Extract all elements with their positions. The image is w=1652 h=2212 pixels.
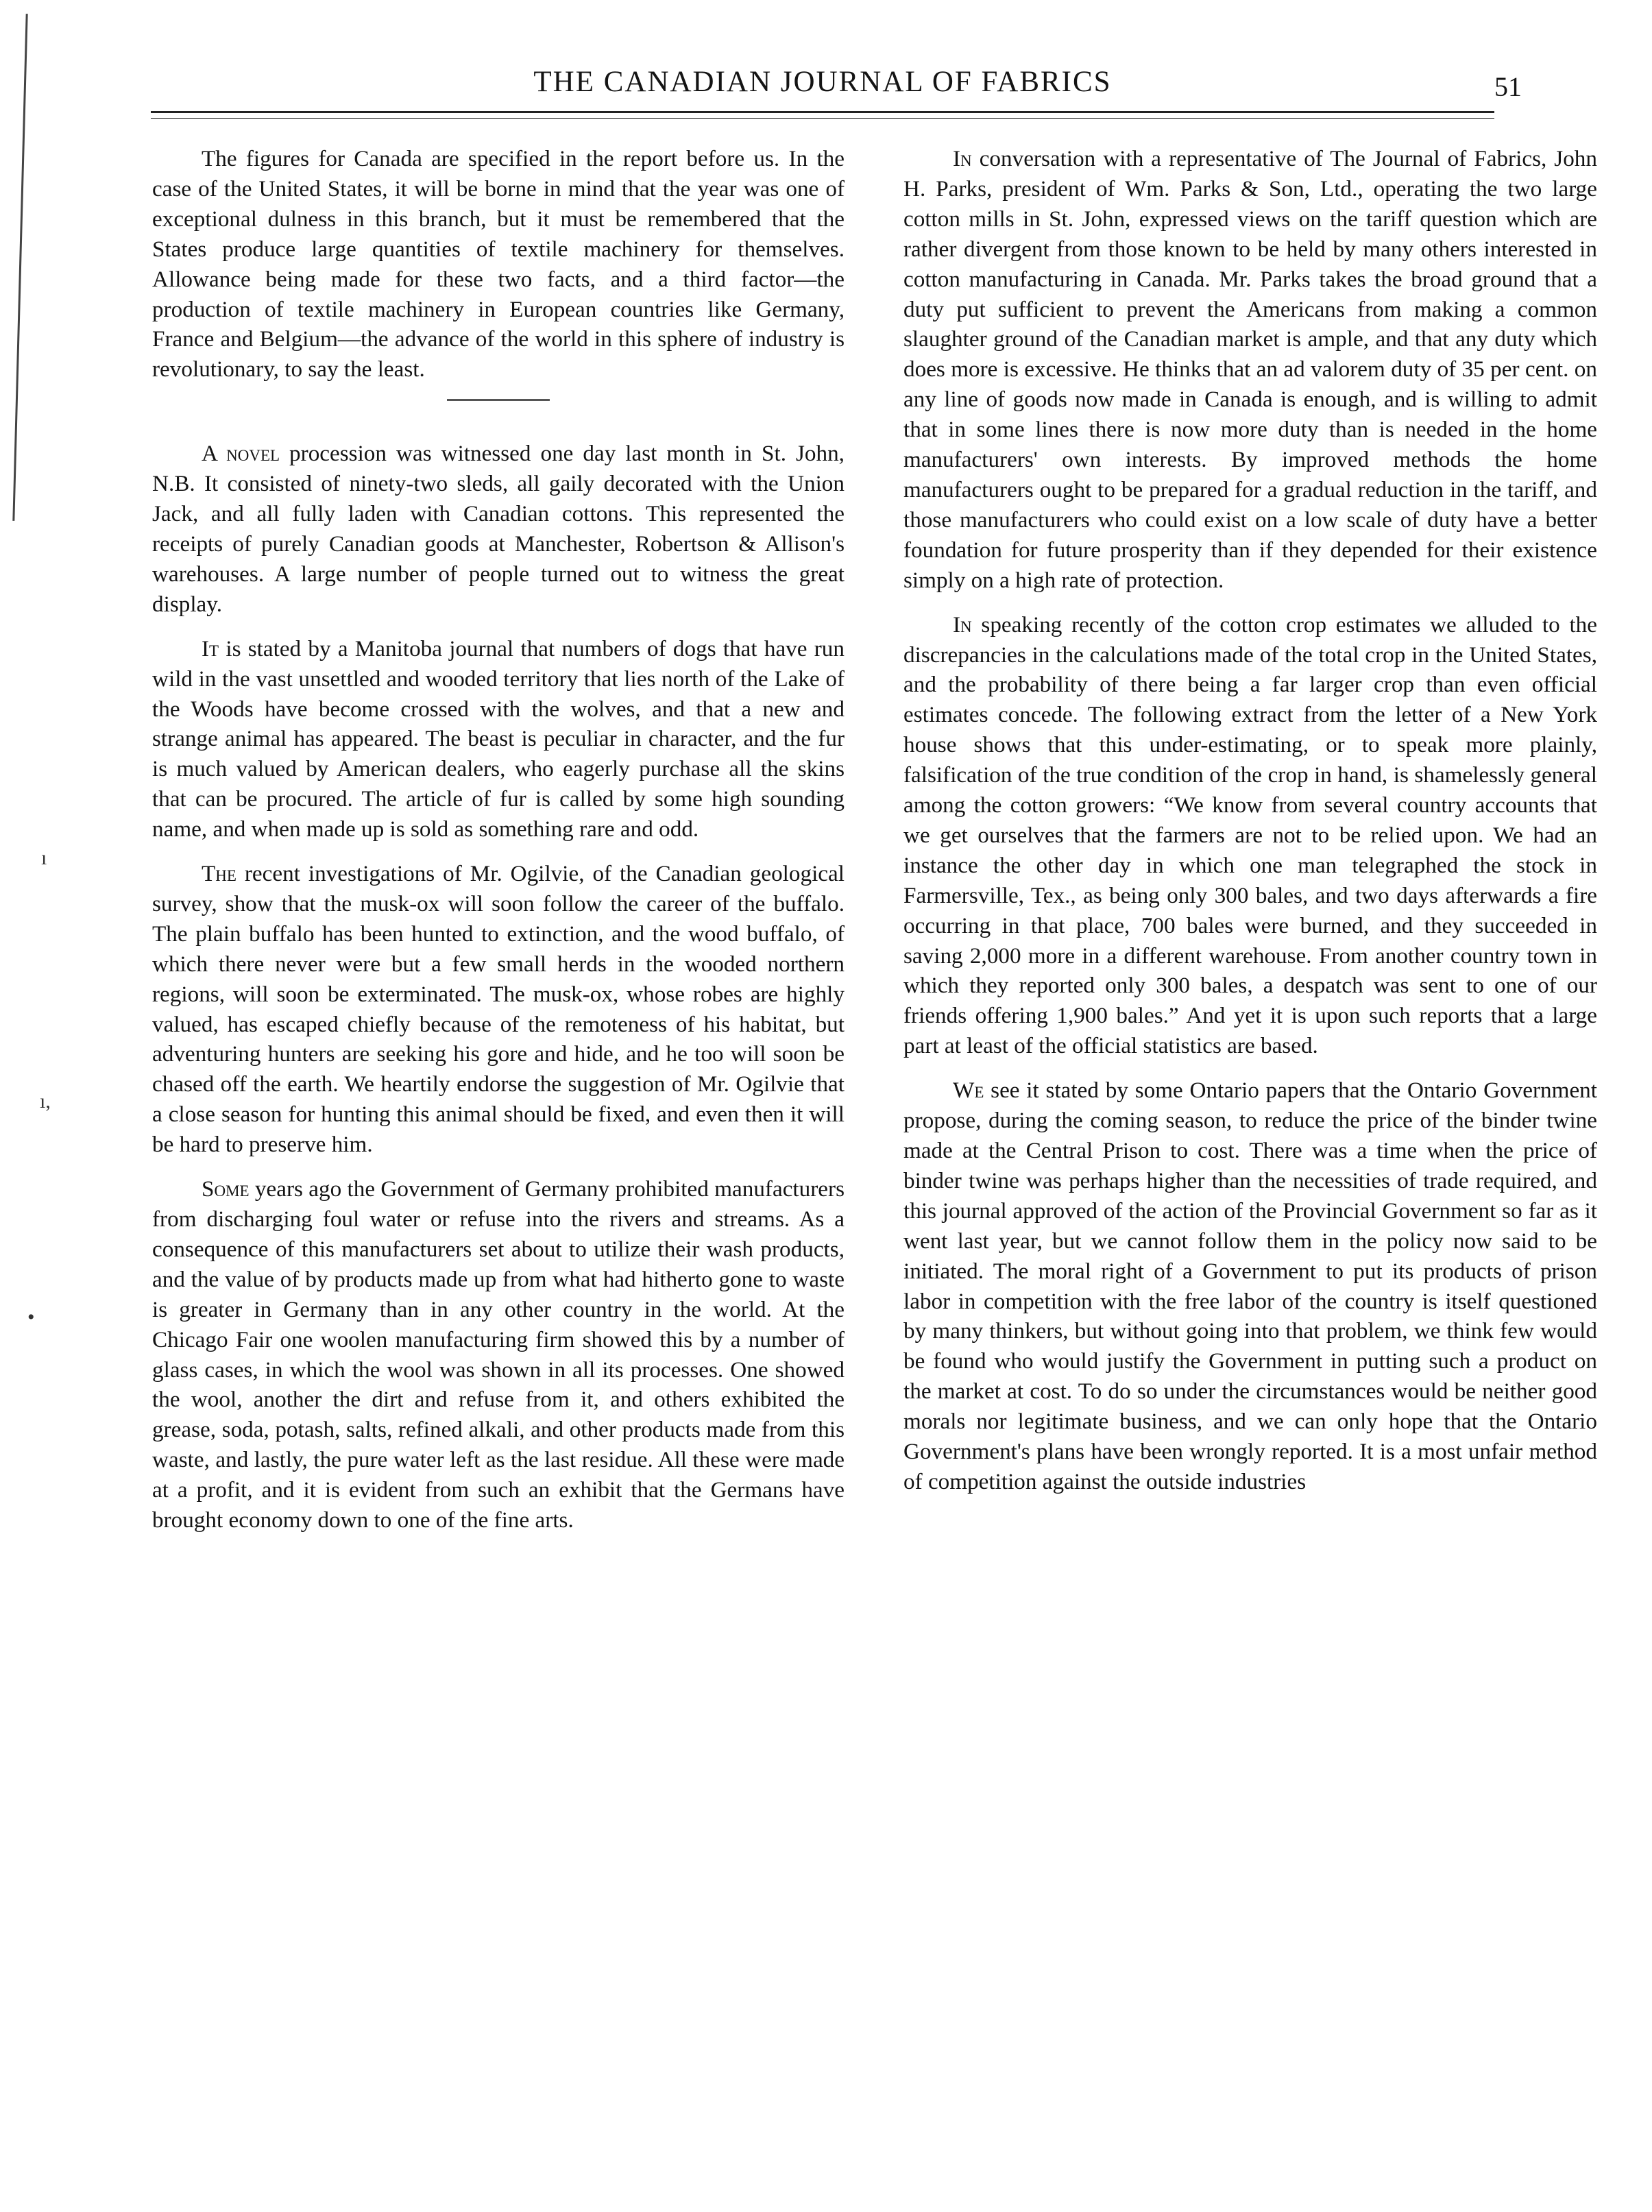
- paragraph-manitoba-wolves: It is stated by a Manitoba journal that numbers of dogs that have run wild in the vast unsettled and wooded territory that lies north of the Lake of the Woods have become crossed with the wolves, and that a new and strange animal has appeared. The beast is peculiar in character, and the fur is much valued by American dealers, who eagerly purchase all the skins that can be procured. The article of fur is called by some high sounding name, and when made up is sold as something rare and odd.: [152, 635, 845, 842]
- left-column: [152, 144, 845, 1550]
- right-column: [903, 144, 1597, 1511]
- paragraph-procession-st-john: A novel procession was witnessed one day last month in St. John, N.B. It consisted of ninety-two sleds, all gaily decorated with the Union Jack, and all fully laden with Canadian cottons. This represented the receipts of purely Canadian goods at Manchester, Robertson & Allison's warehouses. A large number of people turned out to witness the great display.: [152, 441, 845, 617]
- margin-mark: ı,: [40, 1090, 51, 1113]
- paragraph-parks-tariff: In conversation with a representative of The Journal of Fabrics, John H. Parks, president of Wm. Parks & Son, Ltd., operating the two large cotton mills in St. John, expressed views on the tariff question which are rather divergent from those known to be held by many others interested in cotton manufacturing in Canada. Mr. Parks takes the broad ground that a duty put sufficient to prevent the Americans from making a common slaughter ground of the Canadian market is ample, and that any duty which does more is excessive. He thinks that an ad valorem duty of 35 per cent. on any line of goods now made in Canada is enough, and is willing to admit that in some lines there is now more duty than is needed in the home manufacturers' own interests. By improved methods the home manufacturers ought to be prepared for a gradual reduction in the tariff, and those manufacturers who could exist on a low scale of duty have a better foundation for future prosperity than if they depended for their existence simply on a high rate of protection.: [903, 146, 1597, 593]
- header-rule: [151, 111, 1494, 113]
- header-rule-thin: [151, 118, 1494, 119]
- margin-mark: ı: [41, 847, 47, 869]
- journal-title: THE CANADIAN JOURNAL OF FABRICS: [533, 66, 1112, 98]
- paragraph-binder-twine: We see it stated by some Ontario papers that the Ontario Government propose, during the coming season, to reduce the price of the binder twine made at the Central Prison to cost. There was a time when the price of binder twine was perhaps higher than the necessities of trade required, and this journal approved of the action of the Provincial Government so far as it went last year, but we cannot follow them in the policy now said to be initiated. The moral right of a Government to put its products of prison labor in competition with the free labor of the country is itself questioned by many thinkers, but without going into that problem, we think few would be found who would justify the Government in putting such a product on the market at cost. To do so under the circumstances would be neither good morals nor legitimate business, and we can only hope that the Ontario Government's plans have been wrongly reported. It is a most unfair method of competition against the outside industries: [903, 1078, 1597, 1494]
- paragraph-figures-canada: The figures for Canada are specified in the report before us. In the case of the United States, it will be borne in mind that the year was one of exceptional dulness in this branch, but it must be remembered that the States produce large quantities of textile machinery for themselves. Allowance being made for these two facts, and a third factor—the production of textile machinery in European countries like Germany, France and Belgium—the advance of the world in this sphere of industry is revolutionary, to say the least.: [152, 146, 845, 382]
- page-number: 51: [1494, 71, 1522, 102]
- page-header: [151, 65, 1522, 113]
- paragraph-germany-byproducts: Some years ago the Government of Germany prohibited manufacturers from discharging foul water or refuse into the rivers and streams. As a consequence of this manufacturers set about to utilize their wash products, and the value of by products made up from what had hitherto gone to waste is greater in Germany than in any other country in the world. At the Chicago Fair one woolen manufacturing firm showed this by a number of glass cases, in which the wool was shown in all its processes. One showed the wool, another the dirt and refuse from it, and others exhibited the grease, soda, potash, salts, refined alkali, and other products made from this waste, and lastly, the pure water left as the last residue. All these were made at a profit, and it is evident from such an exhibit that the Germans have brought economy down to one of the fine arts.: [152, 1176, 845, 1533]
- margin-mark: •: [27, 1306, 35, 1328]
- paragraph-cotton-crop: In speaking recently of the cotton crop estimates we alluded to the discrepancies in the calculations made of the total crop in the United States, and the probability of there being a far larger crop than even official estimates concede. The following extract from the letter of a New York house shows that this under-estimating, or to speak more plainly, falsification of the true condition of the crop in hand, is shamelessly general among the cotton growers: “We know from several country accounts that we get ourselves that the farmers are not to be relied upon. We had an instance the other day in which one man telegraphed the stock in Farmersville, Tex., as being only 300 bales, and two days afterwards a fire occurring in that place, 700 bales were burned, and they succeeded in saving 2,000 more in a different warehouse. From another country town in which they reported only 300 bales, a despatch was sent to one of our friends offering 1,900 bales.” And yet it is upon such reports that a large part at least of the official statistics are based.: [903, 611, 1597, 1059]
- binding-edge-line: [12, 14, 27, 521]
- paragraph-musk-ox: The recent investigations of Mr. Ogilvie, of the Canadian geological survey, show that the musk-ox will soon follow the career of the buffalo. The plain buffalo has been hunted to extinction, and the wood buffalo, of which there never were but a few small herds in the wooded northern regions, will soon be exterminated. The musk-ox, whose robes are highly valued, has escaped chiefly because of the remoteness of his habitat, but adventuring hunters are seeking his gore and hide, and he too will soon be chased off the earth. We heartily endorse the suggestion of Mr. Ogilvie that a close season for hunting this animal should be fixed, and even then it will be hard to preserve him.: [152, 861, 845, 1158]
- section-separator: [447, 399, 550, 401]
